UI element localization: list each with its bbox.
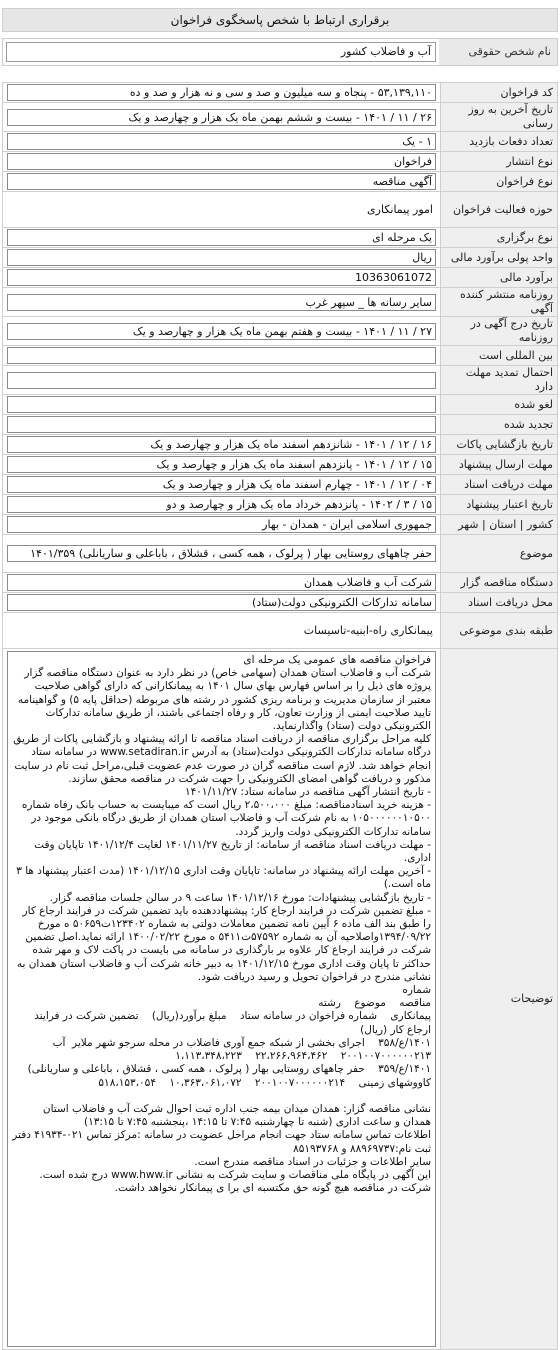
info-row — [3, 288, 558, 317]
info-label: بین المللی است — [441, 346, 558, 366]
info-row — [3, 172, 558, 192]
info-row — [3, 593, 558, 613]
info-label: تاریخ بازگشایی پاکات — [441, 435, 558, 455]
info-value-cell — [3, 573, 441, 593]
info-value: سایر رسانه ها _ سپهر غرب — [7, 294, 436, 311]
info-row — [3, 83, 558, 103]
info-value-cell — [3, 132, 441, 152]
info-value: ۵۳,۱۳۹,۱۱۰ - پنجاه و سه میلیون و صد و سی و نه هزار و صد و ده — [7, 84, 436, 101]
info-value-cell — [3, 152, 441, 172]
info-value-cell — [3, 248, 441, 268]
info-value-cell — [3, 515, 441, 535]
info-value-cell — [3, 288, 441, 317]
info-value: ۰۴ / ۱۲ / ۱۴۰۱ - چهارم اسفند ماه یک هزار و چهارصد و یک — [7, 476, 436, 493]
info-value — [7, 372, 436, 389]
info-value: ریال — [7, 249, 436, 266]
info-label: احتمال تمدید مهلت دارد — [441, 366, 558, 395]
info-value-cell — [3, 83, 441, 103]
info-value-cell — [3, 455, 441, 475]
tender-info-table — [2, 82, 558, 1350]
info-value: پیمانکاری راه-ابنیه-تاسیسات — [303, 623, 433, 637]
legal-entity-row — [2, 38, 558, 66]
description-row — [3, 649, 558, 1350]
info-row — [3, 573, 558, 593]
contact-responder-bar[interactable]: برقراری ارتباط با شخص پاسخگوی فراخوان — [2, 8, 558, 32]
info-value-cell — [3, 346, 441, 366]
info-row — [3, 495, 558, 515]
info-label: تاریخ اعتبار پیشنهاد — [441, 495, 558, 515]
info-value-cell — [3, 435, 441, 455]
info-label: تاریخ درج آگهی در روزنامه — [441, 317, 558, 346]
info-value-cell — [3, 613, 441, 649]
info-value-cell — [3, 415, 441, 435]
info-label: کد فراخوان — [441, 83, 558, 103]
info-value: یک مرحله ای — [7, 229, 436, 246]
legal-entity-label: نام شخص حقوقی — [439, 39, 557, 65]
info-label: لغو شده — [441, 395, 558, 415]
info-value-cell — [3, 192, 441, 228]
info-value: ۲۷ / ۱۱ / ۱۴۰۱ - بیست و هفتم بهمن ماه یک هزار و چهارصد و یک — [7, 323, 436, 340]
info-value: ۱۵ / ۱۲ / ۱۴۰۱ - پانزدهم اسفند ماه یک هزار و چهارصد و یک — [7, 456, 436, 473]
info-label: حوزه فعالیت فراخوان — [441, 192, 558, 228]
info-row — [3, 228, 558, 248]
info-value-cell — [3, 228, 441, 248]
info-value — [7, 396, 436, 413]
info-row — [3, 455, 558, 475]
info-value-cell — [3, 366, 441, 395]
info-value — [7, 347, 436, 364]
info-label: نوع فراخوان — [441, 172, 558, 192]
page — [2, 8, 558, 1258]
info-value: ۲۶ / ۱۱ / ۱۴۰۱ - بیست و ششم بهمن ماه یک هزار و چهارصد و یک — [7, 109, 436, 126]
info-value: جمهوری اسلامی ایران - همدان - بهار — [7, 516, 436, 533]
info-row — [3, 103, 558, 132]
info-label: موضوع — [441, 535, 558, 573]
info-row — [3, 248, 558, 268]
info-value — [7, 416, 436, 433]
info-label: کشور | استان | شهر — [441, 515, 558, 535]
info-row — [3, 515, 558, 535]
info-label: محل دریافت اسناد — [441, 593, 558, 613]
info-value-cell — [3, 495, 441, 515]
info-value-cell — [3, 268, 441, 288]
info-row — [3, 475, 558, 495]
info-value: حفر چاههای روستایی بهار ( پرلوک ، همه کسی ، قشلاق ، باباعلی و ساریانلی) ۱۴۰۱/۳۵۹ — [7, 545, 436, 562]
info-label: طبقه بندی موضوعی — [441, 613, 558, 649]
info-value-cell — [3, 535, 441, 573]
info-label: واحد پولی برآورد مالی — [441, 248, 558, 268]
info-row — [3, 192, 558, 228]
info-row — [3, 346, 558, 366]
info-row — [3, 435, 558, 455]
description-text: فراخوان مناقصه های عمومی یک مرحله ای شرکت آب و فاضلاب استان همدان (سهامی خاص) در نظر دارد به عنوان دستگاه مناقصه گزار پروژه های ذیل را بر اساس فهارس بهای سال ۱۴۰۱ به پیمانکارانی که دارای گواهی صلاحیت معتبر از سازمان مدیریت و برنامه ریزی کشور در رشته های مربوطه (حداقل پایه ۵) و گواهینامه تایید صلاحیت ایمنی از وزارت تعاون، کار و رفاه اجتماعی باشند، از طریق سامانه تدارکات الکترونیکی دولت (ستاد) واگذارنماید. کلیه مراحل برگزاری مناقصه از دریافت اسناد مناقصه تا ارائه پیشنهاد و بازگشایی پاکات از طریق درگاه سامانه تدارکات الکترونیکی دولت(ستاد) به آدرس www.setadiran.ir در سامانه ستاد انجام خواهد شد. لازم است مناقصه گران در صورت عدم عضویت قبلی،مراحل ثبت نام در سایت مذکور و دریافت گواهی امضای الکترونیکی را جهت شرکت در مناقصه محقق سازند. - تاریخ انتشار آگهی مناقصه در سامانه ستاد: ۱۴۰۱/۱۱/۲۷ - هزینه خرید اسنادمناقصه: مبلغ ۲،۵۰۰،۰۰۰ ریال است که میبایست به حساب بانک رفاه شماره ۱۰۵۰۰۰۰۰۰۱۰۵۰۰ به نام شرکت آب و فاضلاب استان همدان از طریق درگاه بانکی موجود در سامانه تدارکات الکترونیکی دولت واریز گردد. - مهلت دریافت اسناد مناقصه از سامانه: از تاریخ ۱۴۰۱/۱۱/۲۷ لغایت ۱۴۰۱/۱۲/۴ تاپایان وقت اداری. - آخرین مهلت ارائه پیشنهاد در سامانه: تاپایان وقت اداری ۱۴۰۱/۱۲/۱۵ (مدت اعتبار پیشنهاد ها ۳ ماه است.) - تاریخ بازگشایی پیشنهادات: مورخ ۱۴۰۱/۱۲/۱۶ ساعت ۹ در سالن جلسات مناقصه گزار. - مبلغ تضمین شرکت در فرایند ارجاع کار: پیشنهاددهنده باید تضمین شرکت در فرایند ارجاع کار را طبق بند الف ماده ۶ آیین نامه تضمین معاملات دولتی به شماره ۱۲۳۴۰۲ت۵۰۶۵۹ ه مورخ ۱۳۹۴/۰۹/۲۲واصلاحیه آن به شماره ۵۷۵۹۲ت۵۴۱۱ ه مورخ ۱۴۰۰/۰۲/۲۲ ارائه نماید.اصل تضمین شرکت در فرایند ارجاع کار علاوه بر بارگذاری در سامانه می بایست در پاکت لاک و مهر شده حداکثر تا پایان وقت اداری مورخ ۱۴۰۱/۱۲/۱۵ به دبیر خانه شرکت آب و فاضلاب استان همدان به نشانی مندرج در فراخوان تحویل و رسید دریافت شود. شماره مناقصه موضوع رشته پیمانکاری شماره فراخوان در سامانه ستاد مبلغ برآورد(ریال) تضمین شرکت در فرایند ارجاع کار (ریال) ۱۴۰۱/ع/۳۵۸ اجرای بخشی از شبکه جمع آوری فاضلاب در محله سرجو شهر ملایر آب ۲۰۰۱۰۰۷۰۰۰۰۰۰۲۱۳ ۲۲،۲۶۶،۹۶۴،۴۶۲ ۱،۱۱۳،۳۴۸،۲۲۳ ۱۴۰۱/ع/۳۵۹ حفر چاههای روستایی بهار ( پرلوک ، همه کسی ، قشلاق ، باباعلی و ساریانلی) کاووشهای زمینی ۲۰۰۱۰۰۷۰۰۰۰۰۰۲۱۴ ۱۰،۳۶۳،۰۶۱،۰۷۲ ۵۱۸،۱۵۳،۰۵۴ نشانی مناقصه گزار: همدان میدان بیمه جنب اداره ثبت احوال شرکت آب و فاضلاب استان همدان و ساعت اداری (شنبه تا چهارشنبه ۷:۴۵ تا ۱۴:۱۵ ،پنجشنبه ۷:۴۵ تا ۱۳:۱۵) اطلاعات تماس سامانه ستاد جهت انجام مراحل عضویت در سامانه :مرکز تماس ۰۲۱-۴۱۹۳۴ دفتر ثبت نام:۸۸۹۶۹۷۳۷ و ۸۵۱۹۳۷۶۸ سایر اطلاعات و جزئیات در اسناد مناقصه مندرج است. این آگهی در پایگاه ملی مناقصات و سایت شرکت به نشانی www.hww.ir درج شده است. شرکت در مناقصه هیچ گونه حق مکتسبه ای برا ی پیمانکار نخواهد داشت. — [7, 651, 436, 1347]
info-value-cell — [3, 593, 441, 613]
info-value: امور پیمانکاری — [367, 202, 433, 216]
info-label: نوع انتشار — [441, 152, 558, 172]
info-value-cell — [3, 172, 441, 192]
info-value: ۱۵ / ۳ / ۱۴۰۲ - پانزدهم خرداد ماه یک هزار و چهارصد و دو — [7, 496, 436, 513]
description-cell — [3, 649, 441, 1350]
info-label: نوع برگزاری — [441, 228, 558, 248]
info-label: دستگاه مناقصه گزار — [441, 573, 558, 593]
info-row — [3, 268, 558, 288]
info-label: مهلت ارسال پیشنهاد — [441, 455, 558, 475]
info-label: تاریخ آخرین به روز رسانی — [441, 103, 558, 132]
info-value-cell — [3, 395, 441, 415]
info-row — [3, 132, 558, 152]
info-value: فراخوان — [7, 153, 436, 170]
info-label: مهلت دریافت اسناد — [441, 475, 558, 495]
info-label: تعداد دفعات بازدید — [441, 132, 558, 152]
info-label: برآورد مالی — [441, 268, 558, 288]
info-label: روزنامه منتشر کننده آگهی — [441, 288, 558, 317]
legal-entity-field[interactable]: آب و فاضلاب کشور — [6, 42, 436, 62]
info-row — [3, 317, 558, 346]
info-row — [3, 395, 558, 415]
info-value: ۱ - یک — [7, 133, 436, 150]
info-value-cell — [3, 103, 441, 132]
info-value: شرکت آب و فاضلاب همدان — [7, 574, 436, 591]
info-label: تجدید شده — [441, 415, 558, 435]
info-value: سامانه تدارکات الکترونیکی دولت(ستاد) — [7, 594, 436, 611]
info-row — [3, 366, 558, 395]
info-row — [3, 613, 558, 649]
info-row — [3, 152, 558, 172]
info-value-cell — [3, 475, 441, 495]
info-value: ۱۶ / ۱۲ / ۱۴۰۱ - شانزدهم اسفند ماه یک هزار و چهارصد و یک — [7, 436, 436, 453]
description-label: توضیحات — [441, 649, 558, 1350]
info-row — [3, 415, 558, 435]
info-value: آگهی مناقصه — [7, 173, 436, 190]
info-value-cell — [3, 317, 441, 346]
info-row — [3, 535, 558, 573]
info-value: 10363061072 — [7, 269, 436, 286]
